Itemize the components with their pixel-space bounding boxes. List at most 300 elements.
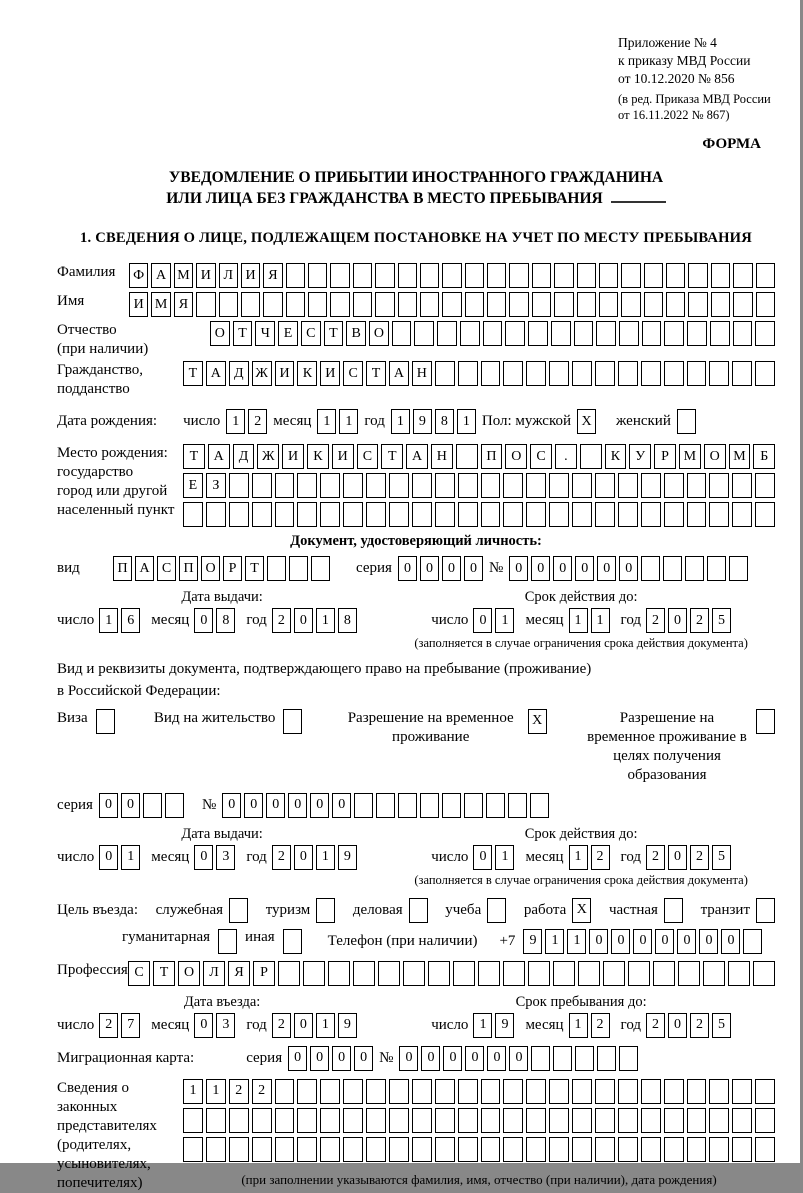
surname-cell[interactable]	[509, 263, 528, 288]
firstname-cell[interactable]	[487, 292, 506, 317]
expiry-year-cell[interactable]: 2	[646, 845, 665, 870]
expiry-day-cell[interactable]: 1	[495, 608, 514, 633]
citizenship-cell[interactable]	[687, 361, 707, 386]
migration-series-cell[interactable]: 0	[332, 1046, 351, 1071]
birthplace-cell[interactable]: А	[406, 444, 428, 469]
entry-day-cell[interactable]: 2	[99, 1013, 118, 1038]
citizenship-cell[interactable]: Т	[366, 361, 386, 386]
birthplace-cell[interactable]	[275, 502, 295, 527]
migration-series-cell[interactable]: 0	[354, 1046, 373, 1071]
birthplace-cell[interactable]: К	[307, 444, 329, 469]
representative-cell[interactable]	[595, 1079, 615, 1104]
birthplace-cell[interactable]: С	[530, 444, 552, 469]
surname-cell[interactable]	[756, 263, 775, 288]
birthplace-cell[interactable]	[343, 502, 363, 527]
birthplace-cell[interactable]	[755, 502, 775, 527]
representative-cell[interactable]	[206, 1108, 226, 1133]
representative-cell[interactable]	[297, 1137, 317, 1162]
doc-kind-cell[interactable]: А	[135, 556, 154, 581]
patronymic-cell[interactable]	[619, 321, 639, 346]
profession-cell[interactable]	[353, 961, 375, 986]
birthplace-cell[interactable]	[183, 502, 203, 527]
surname-cell[interactable]	[465, 263, 484, 288]
firstname-cell[interactable]: Я	[174, 292, 193, 317]
birthplace-cell[interactable]	[456, 444, 478, 469]
surname-cell[interactable]	[733, 263, 752, 288]
citizenship-cell[interactable]: Н	[412, 361, 432, 386]
residence-number-cell[interactable]	[420, 793, 439, 818]
patronymic-cell[interactable]	[483, 321, 503, 346]
profession-cell[interactable]	[603, 961, 625, 986]
representative-cell[interactable]	[732, 1079, 752, 1104]
representative-cell[interactable]	[503, 1079, 523, 1104]
surname-cell[interactable]	[644, 263, 663, 288]
firstname-cell[interactable]	[554, 292, 573, 317]
phone-digit-cell[interactable]: 0	[699, 929, 718, 954]
representative-cell[interactable]	[320, 1108, 340, 1133]
stay-year-cell[interactable]: 2	[690, 1013, 709, 1038]
phone-digit-cell[interactable]: 1	[545, 929, 564, 954]
firstname-cell[interactable]	[577, 292, 596, 317]
residence-permit-checkbox[interactable]	[283, 709, 302, 734]
profession-cell[interactable]	[678, 961, 700, 986]
purpose-tourism-checkbox[interactable]	[316, 898, 335, 923]
doc-kind-cell[interactable]	[289, 556, 308, 581]
surname-cell[interactable]	[308, 263, 327, 288]
representative-cell[interactable]	[229, 1108, 249, 1133]
surname-cell[interactable]: И	[241, 263, 260, 288]
doc-series-cell[interactable]: 0	[464, 556, 483, 581]
patronymic-cell[interactable]: В	[346, 321, 366, 346]
surname-cell[interactable]	[398, 263, 417, 288]
issue-year-cell[interactable]: 0	[294, 608, 313, 633]
profession-cell[interactable]: Т	[153, 961, 175, 986]
representative-cell[interactable]	[435, 1137, 455, 1162]
citizenship-cell[interactable]: И	[320, 361, 340, 386]
profession-cell[interactable]	[428, 961, 450, 986]
expiry-year-cell[interactable]: 0	[668, 845, 687, 870]
firstname-cell[interactable]	[375, 292, 394, 317]
birthplace-cell[interactable]	[664, 502, 684, 527]
firstname-cell[interactable]	[666, 292, 685, 317]
stay-day-cell[interactable]: 9	[495, 1013, 514, 1038]
firstname-cell[interactable]	[442, 292, 461, 317]
firstname-cell[interactable]	[756, 292, 775, 317]
birthplace-cell[interactable]: Т	[381, 444, 403, 469]
expiry-year-cell[interactable]: 2	[646, 608, 665, 633]
representative-cell[interactable]	[343, 1079, 363, 1104]
expiry-month-cell[interactable]: 1	[569, 845, 588, 870]
residence-series-cell[interactable]	[143, 793, 162, 818]
representative-cell[interactable]	[252, 1137, 272, 1162]
surname-cell[interactable]	[442, 263, 461, 288]
patronymic-cell[interactable]	[596, 321, 616, 346]
citizenship-cell[interactable]: С	[343, 361, 363, 386]
representative-cell[interactable]	[343, 1137, 363, 1162]
patronymic-cell[interactable]	[460, 321, 480, 346]
representative-cell[interactable]	[709, 1079, 729, 1104]
entry-day-cell[interactable]: 7	[121, 1013, 140, 1038]
surname-cell[interactable]	[599, 263, 618, 288]
title-blank-line[interactable]	[611, 188, 666, 203]
migration-number-cell[interactable]: 0	[443, 1046, 462, 1071]
profession-cell[interactable]: Я	[228, 961, 250, 986]
representative-cell[interactable]	[572, 1079, 592, 1104]
doc-kind-cell[interactable]: О	[201, 556, 220, 581]
birthplace-cell[interactable]	[641, 473, 661, 498]
firstname-cell[interactable]	[644, 292, 663, 317]
birthplace-cell[interactable]: О	[704, 444, 726, 469]
doc-series-cell[interactable]: 0	[442, 556, 461, 581]
purpose-official-checkbox[interactable]	[229, 898, 248, 923]
phone-digit-cell[interactable]: 1	[567, 929, 586, 954]
representative-cell[interactable]	[389, 1108, 409, 1133]
citizenship-cell[interactable]	[664, 361, 684, 386]
residence-number-cell[interactable]: 0	[310, 793, 329, 818]
visa-checkbox[interactable]	[96, 709, 115, 734]
firstname-cell[interactable]	[465, 292, 484, 317]
firstname-cell[interactable]	[330, 292, 349, 317]
representative-cell[interactable]	[435, 1108, 455, 1133]
expiry-year-cell[interactable]: 2	[690, 845, 709, 870]
birth-day-cell[interactable]: 1	[226, 409, 245, 434]
residence-number-cell[interactable]: 0	[222, 793, 241, 818]
entry-month-cell[interactable]: 3	[216, 1013, 235, 1038]
representative-cell[interactable]	[526, 1079, 546, 1104]
doc-number-cell[interactable]: 0	[553, 556, 572, 581]
profession-cell[interactable]: Л	[203, 961, 225, 986]
residence-number-cell[interactable]: 0	[266, 793, 285, 818]
doc-series-cell[interactable]: 0	[420, 556, 439, 581]
birthplace-cell[interactable]	[664, 473, 684, 498]
migration-number-cell[interactable]	[597, 1046, 616, 1071]
citizenship-cell[interactable]: А	[389, 361, 409, 386]
doc-kind-cell[interactable]: Р	[223, 556, 242, 581]
representative-cell[interactable]	[297, 1108, 317, 1133]
migration-number-cell[interactable]: 0	[399, 1046, 418, 1071]
citizenship-cell[interactable]: А	[206, 361, 226, 386]
citizenship-cell[interactable]: И	[275, 361, 295, 386]
citizenship-cell[interactable]	[709, 361, 729, 386]
migration-series-cell[interactable]: 0	[288, 1046, 307, 1071]
representative-cell[interactable]	[366, 1108, 386, 1133]
profession-cell[interactable]: О	[178, 961, 200, 986]
citizenship-cell[interactable]	[435, 361, 455, 386]
birthplace-cell[interactable]: Т	[183, 444, 205, 469]
profession-cell[interactable]	[703, 961, 725, 986]
birth-year-cell[interactable]: 1	[457, 409, 476, 434]
residence-number-cell[interactable]	[464, 793, 483, 818]
doc-number-cell[interactable]	[729, 556, 748, 581]
patronymic-cell[interactable]	[574, 321, 594, 346]
birth-month-cell[interactable]: 1	[317, 409, 336, 434]
representative-cell[interactable]	[526, 1137, 546, 1162]
issue-year-cell[interactable]: 2	[272, 845, 291, 870]
birthplace-cell[interactable]	[297, 502, 317, 527]
birthplace-cell[interactable]	[549, 473, 569, 498]
stay-month-cell[interactable]: 2	[591, 1013, 610, 1038]
birthplace-cell[interactable]	[435, 502, 455, 527]
profession-cell[interactable]	[628, 961, 650, 986]
residence-number-cell[interactable]	[508, 793, 527, 818]
sex-male-checkbox[interactable]: X	[577, 409, 596, 434]
profession-cell[interactable]	[653, 961, 675, 986]
profession-cell[interactable]	[503, 961, 525, 986]
representative-cell[interactable]: 1	[206, 1079, 226, 1104]
representative-cell[interactable]	[435, 1079, 455, 1104]
phone-digit-cell[interactable]: 0	[677, 929, 696, 954]
entry-year-cell[interactable]: 2	[272, 1013, 291, 1038]
doc-kind-cell[interactable]: П	[179, 556, 198, 581]
representative-cell[interactable]	[503, 1137, 523, 1162]
representative-cell[interactable]	[755, 1108, 775, 1133]
birthplace-cell[interactable]	[366, 473, 386, 498]
doc-number-cell[interactable]: 0	[597, 556, 616, 581]
representative-cell[interactable]: 2	[229, 1079, 249, 1104]
residence-number-cell[interactable]	[486, 793, 505, 818]
representative-cell[interactable]	[206, 1137, 226, 1162]
firstname-cell[interactable]	[711, 292, 730, 317]
surname-cell[interactable]	[286, 263, 305, 288]
birthplace-cell[interactable]	[687, 502, 707, 527]
profession-cell[interactable]	[378, 961, 400, 986]
citizenship-cell[interactable]	[641, 361, 661, 386]
birthplace-cell[interactable]	[229, 502, 249, 527]
representative-cell[interactable]: 1	[183, 1079, 203, 1104]
patronymic-cell[interactable]	[642, 321, 662, 346]
patronymic-cell[interactable]: Ч	[255, 321, 275, 346]
representative-cell[interactable]	[572, 1137, 592, 1162]
doc-kind-cell[interactable]: П	[113, 556, 132, 581]
phone-digit-cell[interactable]: 0	[611, 929, 630, 954]
firstname-cell[interactable]	[263, 292, 282, 317]
representative-cell[interactable]	[618, 1137, 638, 1162]
migration-number-cell[interactable]	[619, 1046, 638, 1071]
expiry-year-cell[interactable]: 2	[690, 608, 709, 633]
citizenship-cell[interactable]: Т	[183, 361, 203, 386]
birthplace-cell[interactable]	[252, 502, 272, 527]
birthplace-cell[interactable]	[389, 473, 409, 498]
birthplace-cell[interactable]	[481, 502, 501, 527]
purpose-work-checkbox[interactable]: X	[572, 898, 591, 923]
patronymic-cell[interactable]: О	[369, 321, 389, 346]
representative-cell[interactable]	[549, 1137, 569, 1162]
firstname-cell[interactable]	[241, 292, 260, 317]
citizenship-cell[interactable]: Ж	[252, 361, 272, 386]
profession-cell[interactable]	[453, 961, 475, 986]
issue-day-cell[interactable]: 6	[121, 608, 140, 633]
profession-cell[interactable]: С	[128, 961, 150, 986]
birthplace-cell[interactable]: С	[357, 444, 379, 469]
representative-cell[interactable]	[641, 1108, 661, 1133]
issue-day-cell[interactable]: 0	[99, 845, 118, 870]
sex-female-checkbox[interactable]	[677, 409, 696, 434]
birthplace-cell[interactable]	[297, 473, 317, 498]
profession-cell[interactable]	[553, 961, 575, 986]
representative-cell[interactable]	[458, 1079, 478, 1104]
entry-month-cell[interactable]: 0	[194, 1013, 213, 1038]
residence-number-cell[interactable]: 0	[332, 793, 351, 818]
purpose-private-checkbox[interactable]	[664, 898, 683, 923]
representative-cell[interactable]	[183, 1108, 203, 1133]
birthplace-cell[interactable]	[595, 473, 615, 498]
representative-cell[interactable]	[526, 1108, 546, 1133]
representative-cell[interactable]	[458, 1137, 478, 1162]
representative-cell[interactable]	[275, 1108, 295, 1133]
birthplace-cell[interactable]	[503, 502, 523, 527]
birthplace-cell[interactable]: М	[679, 444, 701, 469]
patronymic-cell[interactable]	[710, 321, 730, 346]
issue-month-cell[interactable]: 0	[194, 608, 213, 633]
birthplace-cell[interactable]	[458, 502, 478, 527]
representative-cell[interactable]	[275, 1137, 295, 1162]
profession-cell[interactable]	[278, 961, 300, 986]
stay-month-cell[interactable]: 1	[569, 1013, 588, 1038]
migration-number-cell[interactable]	[531, 1046, 550, 1071]
residence-number-cell[interactable]	[376, 793, 395, 818]
doc-number-cell[interactable]	[641, 556, 660, 581]
representative-cell[interactable]	[183, 1137, 203, 1162]
purpose-transit-checkbox[interactable]	[756, 898, 775, 923]
birth-year-cell[interactable]: 9	[413, 409, 432, 434]
birthplace-cell[interactable]	[412, 502, 432, 527]
representative-cell[interactable]	[709, 1137, 729, 1162]
patronymic-cell[interactable]	[414, 321, 434, 346]
birthplace-cell[interactable]: Р	[654, 444, 676, 469]
representative-cell[interactable]	[664, 1137, 684, 1162]
patronymic-cell[interactable]	[551, 321, 571, 346]
migration-number-cell[interactable]: 0	[509, 1046, 528, 1071]
representative-cell[interactable]	[618, 1108, 638, 1133]
birthplace-cell[interactable]	[481, 473, 501, 498]
patronymic-cell[interactable]: О	[210, 321, 230, 346]
birthplace-cell[interactable]: П	[481, 444, 503, 469]
representative-cell[interactable]	[732, 1137, 752, 1162]
birthplace-cell[interactable]: О	[505, 444, 527, 469]
doc-number-cell[interactable]: 0	[509, 556, 528, 581]
representative-cell[interactable]	[389, 1137, 409, 1162]
patronymic-cell[interactable]: С	[301, 321, 321, 346]
representative-cell[interactable]	[458, 1108, 478, 1133]
firstname-cell[interactable]	[219, 292, 238, 317]
surname-cell[interactable]	[577, 263, 596, 288]
purpose-other-checkbox[interactable]	[283, 929, 302, 954]
birthplace-cell[interactable]	[229, 473, 249, 498]
phone-digit-cell[interactable]: 0	[721, 929, 740, 954]
residence-number-cell[interactable]	[442, 793, 461, 818]
birthplace-cell[interactable]	[595, 502, 615, 527]
purpose-humanitarian-checkbox[interactable]	[218, 929, 237, 954]
issue-year-cell[interactable]: 9	[338, 845, 357, 870]
phone-digit-cell[interactable]: 0	[589, 929, 608, 954]
surname-cell[interactable]	[330, 263, 349, 288]
birthplace-cell[interactable]	[206, 502, 226, 527]
representative-cell[interactable]	[595, 1108, 615, 1133]
issue-year-cell[interactable]: 8	[338, 608, 357, 633]
surname-cell[interactable]: Ф	[129, 263, 148, 288]
birth-year-cell[interactable]: 8	[435, 409, 454, 434]
issue-year-cell[interactable]: 0	[294, 845, 313, 870]
birthplace-cell[interactable]	[572, 473, 592, 498]
firstname-cell[interactable]: И	[129, 292, 148, 317]
profession-cell[interactable]	[578, 961, 600, 986]
representative-cell[interactable]	[412, 1108, 432, 1133]
birthplace-cell[interactable]	[526, 502, 546, 527]
citizenship-cell[interactable]: К	[297, 361, 317, 386]
patronymic-cell[interactable]	[437, 321, 457, 346]
firstname-cell[interactable]: М	[151, 292, 170, 317]
birthplace-cell[interactable]: А	[208, 444, 230, 469]
doc-series-cell[interactable]: 0	[398, 556, 417, 581]
residence-number-cell[interactable]	[530, 793, 549, 818]
representative-cell[interactable]	[297, 1079, 317, 1104]
expiry-day-cell[interactable]: 0	[473, 845, 492, 870]
doc-kind-cell[interactable]: Т	[245, 556, 264, 581]
patronymic-cell[interactable]	[687, 321, 707, 346]
expiry-month-cell[interactable]: 2	[591, 845, 610, 870]
firstname-cell[interactable]	[196, 292, 215, 317]
patronymic-cell[interactable]	[755, 321, 775, 346]
firstname-cell[interactable]	[353, 292, 372, 317]
birthplace-cell[interactable]: Б	[753, 444, 775, 469]
representative-cell[interactable]	[687, 1079, 707, 1104]
representative-cell[interactable]	[481, 1108, 501, 1133]
purpose-study-checkbox[interactable]	[487, 898, 506, 923]
birthplace-cell[interactable]: У	[629, 444, 651, 469]
birth-year-cell[interactable]: 1	[391, 409, 410, 434]
representative-cell[interactable]	[572, 1108, 592, 1133]
firstname-cell[interactable]	[621, 292, 640, 317]
phone-digit-cell[interactable]: 9	[523, 929, 542, 954]
representative-cell[interactable]	[687, 1137, 707, 1162]
profession-cell[interactable]	[328, 961, 350, 986]
birth-day-cell[interactable]: 2	[248, 409, 267, 434]
representative-cell[interactable]	[755, 1079, 775, 1104]
representative-cell[interactable]	[229, 1137, 249, 1162]
birthplace-cell[interactable]	[275, 473, 295, 498]
birthplace-cell[interactable]	[709, 502, 729, 527]
birthplace-cell[interactable]	[435, 473, 455, 498]
birthplace-cell[interactable]: .	[555, 444, 577, 469]
citizenship-cell[interactable]	[618, 361, 638, 386]
representative-cell[interactable]	[252, 1108, 272, 1133]
citizenship-cell[interactable]	[572, 361, 592, 386]
surname-cell[interactable]: Л	[219, 263, 238, 288]
phone-digit-cell[interactable]: 0	[633, 929, 652, 954]
surname-cell[interactable]: М	[174, 263, 193, 288]
birthplace-cell[interactable]: К	[605, 444, 627, 469]
representative-cell[interactable]	[412, 1137, 432, 1162]
issue-day-cell[interactable]: 1	[121, 845, 140, 870]
entry-year-cell[interactable]: 9	[338, 1013, 357, 1038]
representative-cell[interactable]	[275, 1079, 295, 1104]
birthplace-cell[interactable]: Е	[183, 473, 203, 498]
surname-cell[interactable]: И	[196, 263, 215, 288]
citizenship-cell[interactable]	[458, 361, 478, 386]
birthplace-cell[interactable]: Н	[431, 444, 453, 469]
birthplace-cell[interactable]	[641, 502, 661, 527]
birth-month-cell[interactable]: 1	[339, 409, 358, 434]
doc-number-cell[interactable]	[663, 556, 682, 581]
issue-year-cell[interactable]: 1	[316, 608, 335, 633]
surname-cell[interactable]	[353, 263, 372, 288]
residence-number-cell[interactable]	[354, 793, 373, 818]
birthplace-cell[interactable]	[320, 502, 340, 527]
stay-year-cell[interactable]: 5	[712, 1013, 731, 1038]
birthplace-cell[interactable]	[618, 502, 638, 527]
firstname-cell[interactable]	[286, 292, 305, 317]
expiry-year-cell[interactable]: 5	[712, 608, 731, 633]
